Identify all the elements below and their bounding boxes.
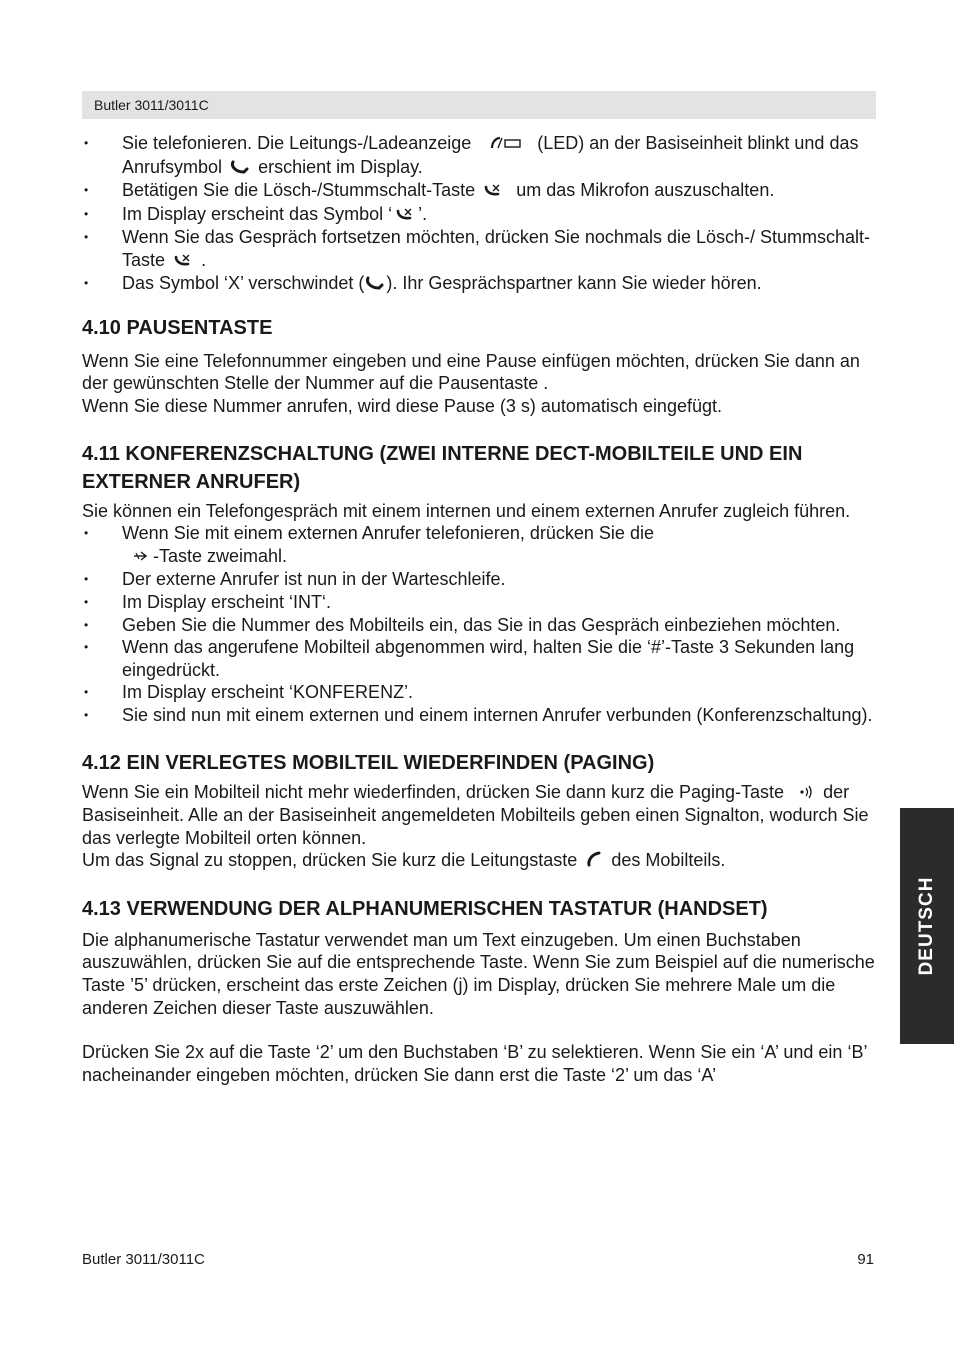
paragraph: Wenn Sie eine Telefonnummer eingeben und eine Pause einfügen möchten, drücken Sie dann an der gewünschten Stelle der Nummer auf die Pausentaste . <box>82 350 860 394</box>
list-item: • Sie sind nun mit einem externen und einem internen Anrufer verbunden (Konferenzschaltung). <box>82 704 876 727</box>
paragraph: Um das Signal zu stoppen, drücken Sie kurz die Leitungstaste des Mobilteils. <box>82 849 876 873</box>
section-title-4-13: 4.13 VERWENDUNG DER ALPHANUMERISCHEN TASTATUR (HANDSET) <box>82 897 768 920</box>
mute-symbol-icon <box>395 204 415 227</box>
list-item: • Im Display erscheint ‘INT‘. <box>82 591 876 614</box>
intro-bullet-list <box>82 132 876 296</box>
phone-handset-icon <box>230 157 250 180</box>
paragraph: Sie können ein Telefongespräch mit einem internen und einem externen Anrufer zugleich führen. <box>82 500 851 521</box>
language-side-tab <box>900 808 954 1044</box>
conference-bullet-list <box>82 522 876 726</box>
list-item: • Wenn das angerufene Mobilteil abgenommen wird, halten Sie die ‘#’-Taste 3 Sekunden lang eingedrückt. <box>82 636 876 681</box>
paragraph: Wenn Sie ein Mobilteil nicht mehr wiederfinden, drücken Sie dann kurz die Paging-Taste der Basiseinheit. Alle an der Basiseinheit angemeldeten Mobilteils geben einen Signalton, wodurch Sie das verlegte Mobilteil orten können. <box>82 781 869 848</box>
mute-icon <box>173 250 193 273</box>
section-title-4-10: 4.10 PAUSENTASTE <box>82 316 273 339</box>
paragraph: Die alphanumerische Tastatur verwendet man um Text einzugeben. Um einen Buchstaben auszuwählen, drücken Sie auf die entsprechende Taste. Wenn Sie zum Beispiel auf die numerische Taste ’5’ drücken, erscheint das erste Zeichen (j) im Display, drücken Sie mehrere Male um die anderen Zeichen dieser Taste auszuwählen. <box>82 929 875 1018</box>
list-item: • Im Display erscheint ‘KONFERENZ’. <box>82 681 876 704</box>
side-tab-label: DEUTSCH <box>916 876 937 976</box>
list-item: • Der externe Anrufer ist nun in der Warteschleife. <box>82 568 876 591</box>
line-key-icon <box>585 850 603 873</box>
paragraph: Drücken Sie 2x auf die Taste ‘2’ um den Buchstaben ‘B’ zu selektieren. Wenn Sie ein ‘A’ und ein ‘B’ nacheinander eingeben möchten, drücken Sie dann erst die Taste ‘2’ um das ‘A’ <box>82 1042 867 1085</box>
list-item: • Das Symbol ‘X’ verschwindet ( ). Ihr Gesprächspartner kann Sie wieder hören. <box>82 272 876 296</box>
list-item: • Wenn Sie das Gespräch fortsetzen möchten, drücken Sie nochmals die Lösch-/ Stummschalt-Taste . <box>82 226 876 272</box>
paragraph: Wenn Sie diese Nummer anrufen, wird diese Pause (3 s) automatisch eingefügt. <box>82 396 722 417</box>
line-charge-led-icon <box>490 133 522 156</box>
footer-model: Butler 3011/3011C <box>82 1251 205 1268</box>
list-item: • Wenn Sie mit einem externen Anrufer telefonieren, drücken Sie die -Taste zweimahl. <box>82 522 876 568</box>
list-item: • Betätigen Sie die Lösch-/Stummschalt-Taste um das Mikrofon auszuschalten. <box>82 179 876 203</box>
intercom-arrow-icon <box>132 546 150 569</box>
list-item: • Geben Sie die Nummer des Mobilteils ein, das Sie in das Gespräch einbeziehen möchten. <box>82 614 876 637</box>
mute-icon <box>483 180 503 203</box>
page-number: 91 <box>857 1251 874 1268</box>
paging-icon <box>799 782 815 805</box>
section-title-4-11: 4.11 KONFERENZSCHALTUNG (ZWEI INTERNE DECT-MOBILTEILE UND EIN EXTERNER ANRUFER) <box>82 442 803 493</box>
page-content <box>82 132 876 1086</box>
section-title-4-12: 4.12 EIN VERLEGTES MOBILTEIL WIEDERFINDEN (PAGING) <box>82 751 655 774</box>
phone-handset-icon <box>365 273 385 296</box>
list-item: • Sie telefonieren. Die Leitungs-/Ladeanzeige (LED) an der Basiseinheit blinkt und das Anrufsymbol erschient im Display. <box>82 132 876 179</box>
list-item: • Im Display erscheint das Symbol ‘ ’. <box>82 203 876 227</box>
header-title: Butler 3011/3011C <box>94 97 209 113</box>
running-header <box>82 91 876 119</box>
